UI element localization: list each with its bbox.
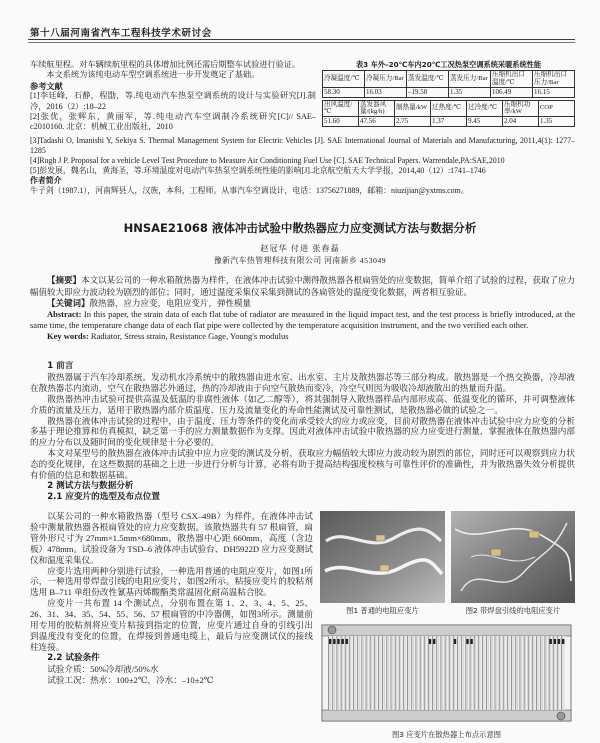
strain-gauge-marker xyxy=(454,639,456,644)
body-paragraph: 散热器在液体冲击试验的过程中，由于温度、压力等条件的变化而承受较大的应力或应变，目前对散热器在液体冲击试验中应力应变的分析多基于理论推算和仿真模拟，缺乏第一手的应力测量数据作为支撑。因此对液体冲击试验中散热器的应力应变进行测量，掌握液体在散热器内部的应力分布以及随时间的变化规律是十分必要的。 xyxy=(30,415,575,448)
table-header-cell: 压缩机出口压力/Bar xyxy=(533,71,575,88)
author-bio: 牛子剑（1987.1），河南辉县人，汉族，本科，工程师。从事汽车空调设计，电话：13756271889，邮箱：niuzijian@yxtms.com。 xyxy=(30,186,469,195)
table-header-cell: 蒸发压力/Bar xyxy=(449,71,491,88)
table-3-group-2 xyxy=(322,100,575,128)
article-title: HNSAE21068 液体冲击试验中散热器应力应变测试方法与数据分析 xyxy=(123,221,477,235)
subsection-heading: 2.2 试验条件 xyxy=(47,652,100,663)
table-value-cell: 58.30 xyxy=(323,87,365,97)
figure-1-photo xyxy=(320,511,445,603)
radiator-diagram xyxy=(318,619,575,727)
inlet-pipe xyxy=(328,626,336,634)
strain-gauge-marker xyxy=(333,639,335,644)
table-header-cell: 冷凝压力/Bar xyxy=(365,71,407,88)
figure-1-caption: 图1 普通的电阻应变片 xyxy=(346,606,419,615)
strain-gauge xyxy=(529,531,539,538)
table-3-group-1 xyxy=(322,70,575,98)
keywords-label: 【关键词】 xyxy=(47,298,90,309)
subsection-heading: 2.1 应变片的选型及布点位置 xyxy=(47,491,160,502)
abstract-en-label: Abstract: xyxy=(47,309,82,320)
figure-1 xyxy=(320,511,445,603)
table-value-cell: 16.15 xyxy=(533,87,575,97)
previous-article-tail xyxy=(30,60,316,133)
table-3 xyxy=(322,60,575,129)
body-paragraph: 应变片选用两种分别进行试验，一种选用普通的电阻应变片，如图1所示，一种选用带焊盘引线的电阻应变片，如图2所示。粘接应变片的胶粘剂选用 B–711 单组份改性氰基丙烯酸酯类常温固化耐高温粘合胶。 xyxy=(30,565,313,598)
author-bio-heading: 作者简介 xyxy=(30,176,62,185)
body-paragraph: 本文对某型号的散热器在液体冲击试验中应力应变的测试及分析，获取应力幅值较大即应力波动较为剧烈的部位，同时还可以观察到应力状态的变化规律，在这些数据的基础之上进一步进行分析与计算，必将有助于提高结构强度校核与可靠性评价的准确性，并为散热器失效分析提供有价值的信息和数据基础。 xyxy=(30,448,575,481)
photo-background xyxy=(320,511,445,603)
table-header-cell: 冷凝温度/℃ xyxy=(323,71,365,88)
references-heading: 参考文献 xyxy=(30,80,63,91)
figure-3-caption: 图3 应变片在散热器上布点示意图 xyxy=(391,730,502,739)
previous-article-paragraph: 车续航里程。对车辆续航里程的具体增加比例还需后期整车试验进行验证。 xyxy=(30,60,301,69)
left-column xyxy=(30,511,313,741)
strain-gauge-marker xyxy=(562,639,564,644)
abstract-en-text: In this paper, the strain data of each flat tube of radiator are measured in the liquid impact test, and the test process is briefly introduced, at the same time, the temperature change data of each flat pipe were collected by the temperature acquisition instrument, and the two verified each other. xyxy=(30,309,575,331)
article-affiliation: 豫新汽车热管理科技有限公司 河南新乡 453049 xyxy=(213,256,387,265)
abstract-en xyxy=(30,309,575,331)
section-heading: 1 前言 xyxy=(47,361,74,371)
strain-gauge xyxy=(491,549,501,556)
reference-item: [2]张优，张辉东，黄丽军，等.纯电动汽车空调制冷系统研究[C]// SAE–c2010160. 北京：机械工业出版社，2010 xyxy=(30,112,316,132)
top-tank xyxy=(322,625,571,636)
table-header-cell: 制热量/kW xyxy=(395,100,431,117)
strain-gauge xyxy=(380,565,389,571)
strain-gauge-marker xyxy=(470,639,472,644)
figure-2-caption: 图2 带焊盘引线的电阻应变片 xyxy=(465,606,561,615)
strain-gauge-marker xyxy=(433,639,435,644)
table-value-row xyxy=(323,87,575,97)
reference-item: [5]彭发展，魏名山，黄海圣，等.环境温度对电动汽车热泵空调系统性能的影响[J].北京航空航天大学学报，2014,40（12）:1741–1746 xyxy=(30,166,486,175)
table-value-cell: 2.04 xyxy=(503,117,539,127)
strain-gauge-marker xyxy=(342,639,344,644)
abstract-label: 【摘要】 xyxy=(47,276,82,286)
radiator-core xyxy=(328,636,565,710)
table-header-cell: 出风温度/℃ xyxy=(323,100,359,117)
table-value-cell: 1.35 xyxy=(539,117,575,127)
table-value-cell: 2.75 xyxy=(395,117,431,127)
table-header-cell: 过冷度/℃ xyxy=(467,100,503,117)
table-value-cell: 1.37 xyxy=(431,117,467,127)
photo-background xyxy=(451,511,575,603)
table-value-cell: 47.56 xyxy=(359,117,395,127)
table-caption: 表3 车外–20℃车内20℃工况热泵空调系统采暖系统性能 xyxy=(355,60,542,69)
figure-2 xyxy=(451,511,575,603)
table-value-cell: 16.03 xyxy=(365,87,407,97)
abstract-zh xyxy=(30,275,575,298)
table-header-row xyxy=(323,71,575,88)
table-value-cell: –19.58 xyxy=(407,87,449,97)
reference-item: [4]Rugh J P. Proposal for a vehicle Level Test Procedure to Measure Air Conditioning Fuel Use [C]. SAE Technical Papers. Warrendale,PA:SAE,2010 xyxy=(30,156,505,165)
article-body xyxy=(30,361,575,510)
strain-gauge-marker xyxy=(346,639,348,644)
strain-gauge xyxy=(376,535,385,541)
body-paragraph: 应变片一共布置 14 个测试点，分别布置在第 1、2、3、4、5、25、26、31、34、35、54、55、56、57 根扁管的中冷器侧，如图3所示。测量前用专用的胶粘剂将应变片粘接到指定的位置，应变片通过自身的引线引出到温度没有变化的位置，在焊接到普通电缆上，最后与应变测试仪的接线柱连接。 xyxy=(30,598,313,652)
strain-gauge-marker xyxy=(550,639,552,644)
previous-article-paragraph: 本文系统为该纯电动车型空调系统进一步开发奠定了基础。 xyxy=(46,70,260,80)
figure-2-photo xyxy=(451,511,575,603)
abstract-zh-text: 本文以某公司的一种水箱散热器为样件，在液体冲击试验中测得散热器各根扁管处的应变数据，简单介绍了试验的过程，获取了应力幅值较大即应力波动较为剧烈的部位；同时，通过温度采集仪采集到测试的各扁管处的温度变化数据，两者相互验证。 xyxy=(30,275,575,297)
keywords-zh-text: 散热器，应力应变，电阻应变片，弹性模量 xyxy=(89,297,252,308)
strain-gauge-marker xyxy=(466,639,468,644)
test-condition-line: 试验介质：50%冷却液/50%水 xyxy=(47,663,159,674)
table-header-cell: COP xyxy=(539,100,575,117)
abstract-block xyxy=(30,275,575,342)
table-header-cell: 蒸发器风量/(kg/h) xyxy=(359,100,395,117)
section-heading: 2 测试方法与数据分析 xyxy=(47,480,134,491)
keywords-en-label: Key words: xyxy=(47,330,89,341)
test-condition-line: 试验工况：热水：100±2℃，冷水：–10±2℃ xyxy=(47,674,214,685)
reference-item: [1]李廷峰，石静，程勖，等.纯电动汽车热泵空调系统的设计与实验研究[J].制冷，2016（2）:18–22 xyxy=(30,91,316,111)
table-value-row xyxy=(323,117,575,127)
figure-3 xyxy=(318,619,575,727)
body-paragraph: 散热器热冲击试验可提供高温及低温的非腐性液体（如乙二醇等），将其强制导入散热器样品内部形成高、低温变化的循环，并可调整液体介质的流量及压力，适用于散热器内部介质温度、压力及流量变化的寿命性能测试及可靠性测试，是散热器必做的试验之一。 xyxy=(30,393,575,415)
table-header-cell: 过热度/℃ xyxy=(431,100,467,117)
previous-article-references xyxy=(30,136,575,196)
outlet-pipe xyxy=(557,712,565,720)
table-value-cell: 51.60 xyxy=(323,117,359,127)
strain-gauge-marker xyxy=(329,639,331,644)
reference-item: [3]Tadashi O, Imanishi Y, Sekiya S. Thermal Management System for Electric Vehicles [J]. SAE International Journal of Materials and Manufacturing, 2011,4(1): 1277–1285 xyxy=(30,136,575,155)
body-paragraph: 以某公司的一种水箱散热器（型号 CSX–49B）为样件，在液体冲击试验中测量散热器各根扁管处的应力应变数据。该散热器共有 57 根扁管，扁管外形尺寸为 27mm×1.5mm×680mm，散热器中心距 660mm，高度（含边板）478mm。试验设备为 TSD–6 液体冲击试验台、DH5922D 应力应变测试仪和温度采集仪。 xyxy=(30,511,313,565)
strain-gauge-marker xyxy=(554,639,556,644)
conference-running-header: 第十八届河南省汽车工程科技学术研讨会 xyxy=(30,28,212,39)
article-authors: 赵冠华 付进 张春磊 xyxy=(260,244,340,253)
table-header-cell: 压缩机功率/kW xyxy=(503,100,539,117)
bottom-tank xyxy=(322,710,571,721)
table-value-cell: 9.45 xyxy=(467,117,503,127)
table-value-cell: 1.35 xyxy=(449,87,491,97)
strain-gauge-marker xyxy=(337,639,339,644)
body-paragraph: 散热器属于汽车冷却系统。发动机水冷系统中的散热器由进水室、出水室、主片及散热器芯等三部分构成。散热器是一个热交换器，冷却液在散热器芯内流动，空气在散热器芯外通过，热的冷却液由于向空气散热而变冷，冷空气则因为吸收冷却液散出的热量而升温。 xyxy=(30,371,575,393)
keywords-en xyxy=(30,331,575,342)
table-header-row xyxy=(323,100,575,117)
table-header-cell: 压缩机出口温度/℃ xyxy=(491,71,533,88)
strain-gauge-marker xyxy=(429,639,431,644)
table-header-cell: 蒸发温度/℃ xyxy=(407,71,449,88)
keywords-en-text: Radiator, Stress strain, Resistance Gage, Young's modulus xyxy=(88,330,289,341)
table-value-cell: 106.49 xyxy=(491,87,533,97)
strain-gauge-marker xyxy=(558,639,560,644)
header-divider xyxy=(28,39,575,43)
keywords-zh xyxy=(30,298,575,310)
